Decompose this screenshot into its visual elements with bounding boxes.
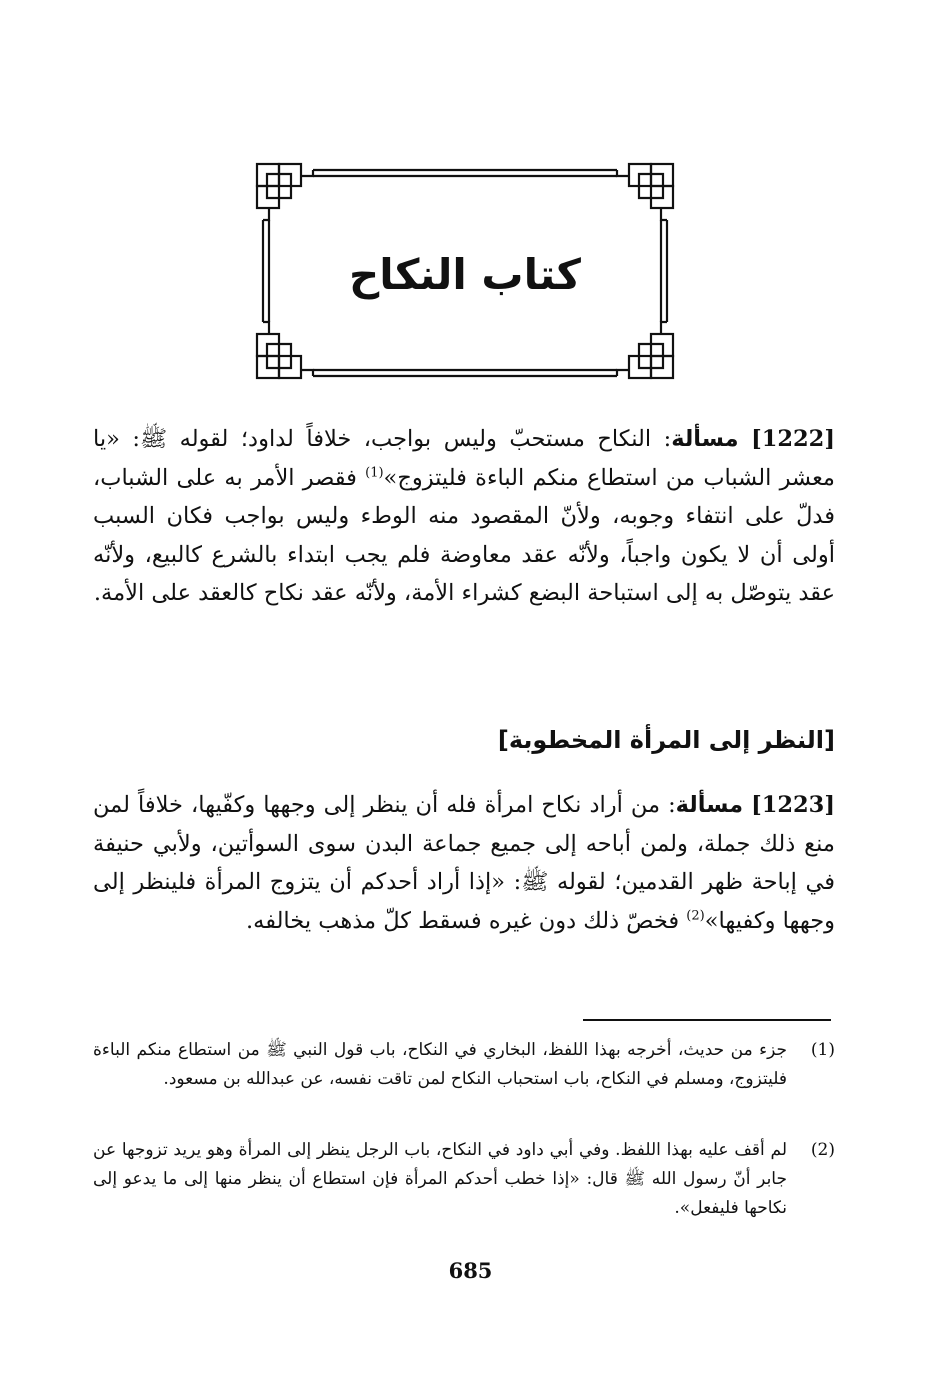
footnote-1 xyxy=(93,1036,835,1094)
issue-text-continued: فقصر الأمر به على الشباب، فدلّ على انتفاء وجوبه، ولأنّ المقصود منه الوطء وليس بواجب فكان السبب أولى أن لا يكون واجباً، ولأنّه عقد معاوضة فلم يجب ابتداء بالشرع كالبيع، ولأنّه عقد يتوصّل به إلى استباحة البضع كشراء الأمة، ولأنّه عقد نكاح كالعقد على الأمة. xyxy=(93,464,835,606)
issue-number: [1222] xyxy=(751,426,835,452)
footnote-ref[interactable]: (1) xyxy=(365,465,384,480)
issue-label: مسألة xyxy=(671,426,739,452)
footnote-ref[interactable]: (2) xyxy=(686,908,705,923)
footnote-mark: (2) xyxy=(810,1140,835,1160)
page-number: 685 xyxy=(448,1258,493,1283)
footnote-mark: (1) xyxy=(810,1040,835,1060)
section-heading: [النظر إلى المرأة المخطوبة] xyxy=(497,726,835,754)
issue-label: مسألة xyxy=(675,792,744,818)
issue-text: : من أراد نكاح امرأة فله أن ينظر إلى وجهها وكفّيها، خلافاً لمن منع ذلك جملة، ولمن أباحه إلى جميع جماعة البدن سوى السوأتين، ولأبي حنيفة في إباحة ظهر القدمين؛ لقوله ﷺ: «إذا أراد أحدكم أن يتزوج المرأة فلينظر إلى وجهها وكفيها» xyxy=(93,792,835,934)
issue-number: [1223] xyxy=(751,792,835,818)
issue-text: : النكاح مستحبّ وليس بواجب، خلافاً لداود؛ لقوله ﷺ: «يا معشر الشباب من استطاع منكم الباءة فليتزوج» xyxy=(93,426,835,491)
issue-1223-paragraph xyxy=(93,786,835,940)
issue-text-continued: فخصّ ذلك دون غيره فسقط كلّ مذهب يخالفه. xyxy=(245,907,687,934)
footnote-text: جزء من حديث، أخرجه بهذا اللفظ، البخاري في النكاح، باب قول النبي ﷺ من استطاع منكم الباءة فليتزوج، ومسلم في النكاح، باب استحباب النكاح لمن تاقت نفسه، عن عبدالله بن مسعود. xyxy=(93,1040,787,1089)
footnote-text: لم أقف عليه بهذا اللفظ. وفي أبي داود في النكاح، باب الرجل ينظر إلى المرأة وهو يريد تزوجها عن جابر أنّ رسول الله ﷺ قال: «إذا خطب أحدكم المرأة فإن استطاع أن ينظر منها إلى ما يدعو إلى نكاحها فليفعل». xyxy=(93,1140,787,1218)
chapter-title: كتاب النكاح xyxy=(349,250,581,299)
footnote-2 xyxy=(93,1136,835,1223)
chapter-title-frame xyxy=(255,162,675,380)
issue-1222-paragraph xyxy=(93,420,835,613)
footnote-separator xyxy=(583,1019,831,1021)
